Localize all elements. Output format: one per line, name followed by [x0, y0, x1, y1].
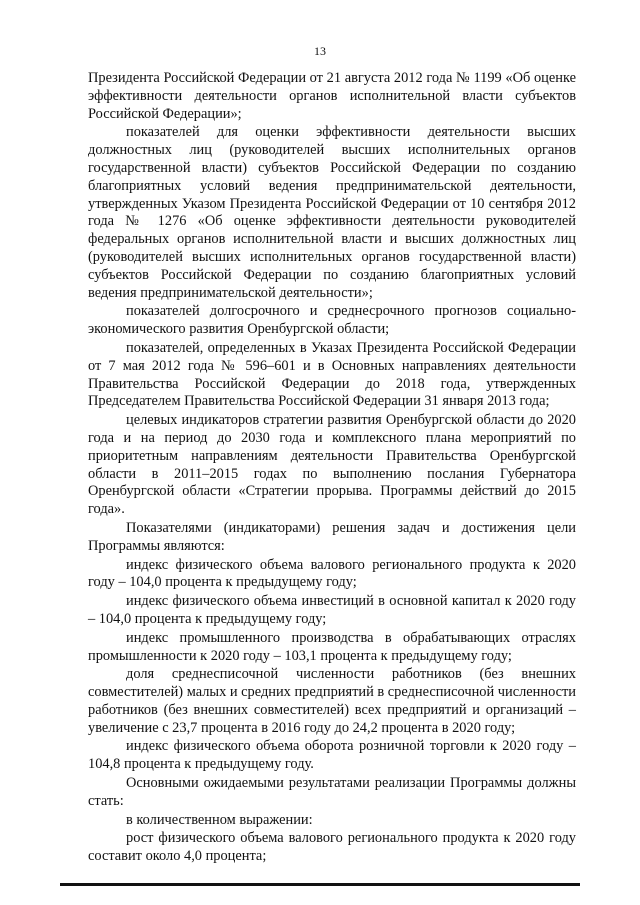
- paragraph-decree-1199: Президента Российской Федерации от 21 августа 2012 года № 1199 «Об оценке эффективности деятельности органов исполнительной власти субъектов Российской Федерации»;: [88, 70, 576, 122]
- paragraph-strategy-targets: целевых индикаторов стратегии развития Оренбургской области до 2020 года и на период до 2030 года и комплексного плана мероприятий по приоритетным направлениям деятельности Правительства Оренбургской области в 2011–2015 годах по выполнению послания Губернатора Оренбургской области «Стратегии прорыва. Программы действий до 2015 года».: [88, 412, 576, 518]
- paragraph-expected-results: Основными ожидаемыми результатами реализации Программы должны стать:: [88, 775, 576, 809]
- page-number: 13: [314, 44, 326, 58]
- document-body: [88, 70, 576, 867]
- footer-divider: [60, 883, 580, 886]
- paragraph-program-indicators-intro: Показателями (индикаторами) решения задач и достижения цели Программы являются:: [88, 519, 576, 554]
- paragraph-investment-index: индекс физического объема инвестиций в основной капитал к 2020 году – 104,0 процента к предыдущему году;: [88, 593, 576, 627]
- paragraph-grp-index: индекс физического объема валового регионального продукта к 2020 году – 104,0 процента к предыдущему году;: [88, 556, 576, 591]
- paragraph-grp-growth: рост физического объема валового регионального продукта к 2020 году составит около 4,0 процента;: [88, 830, 576, 865]
- paragraph-decrees-may-2012: показателей, определенных в Указах Президента Российской Федерации от 7 мая 2012 года № 596–601 и в Основных направлениях деятельности Правительства Российской Федерации до 2018 года, утвержденных Председателем Правительства Российской Федерации 31 января 2013 года;: [88, 339, 576, 410]
- paragraph-quantitative: в количественном выражении:: [126, 811, 313, 828]
- paragraph-retail-index: индекс физического объема оборота розничной торговли к 2020 году – 104,8 процента к предыдущему году.: [88, 738, 576, 773]
- paragraph-industrial-index: индекс промышленного производства в обрабатывающих отраслях промышленности к 2020 году – 103,1 процента к предыдущему году;: [88, 629, 576, 664]
- paragraph-sme-employment-share: доля среднесписочной численности работников (без внешних совместителей) малых и средних предприятий в среднесписочной численности работников (без внешних совместителей) всех предприятий и организаций – увеличение с 23,7 процента в 2016 году до 24,2 процента в 2020 году;: [88, 666, 576, 736]
- paragraph-forecasts: показателей долгосрочного и среднесрочного прогнозов социально-экономического развития Оренбургской области;: [88, 303, 576, 338]
- paragraph-indicators-officials: показателей для оценки эффективности деятельности высших должностных лиц (руководителей высших исполнительных органов государственной власти) субъектов Российской Федерации по созданию благоприятных условий ведения предпринимательской деятельности, утвержденных Указом Президента Российской Федерации от 10 сентября 2012 года № 1276 «Об оценке эффективности деятельности руководителей федеральных органов исполнительной власти и высших должностных лиц (руководителей высших исполнительных органов государственной власти) субъектов Российской Федерации по созданию благоприятных условий ведения предпринимательской деятельности»;: [88, 124, 576, 301]
